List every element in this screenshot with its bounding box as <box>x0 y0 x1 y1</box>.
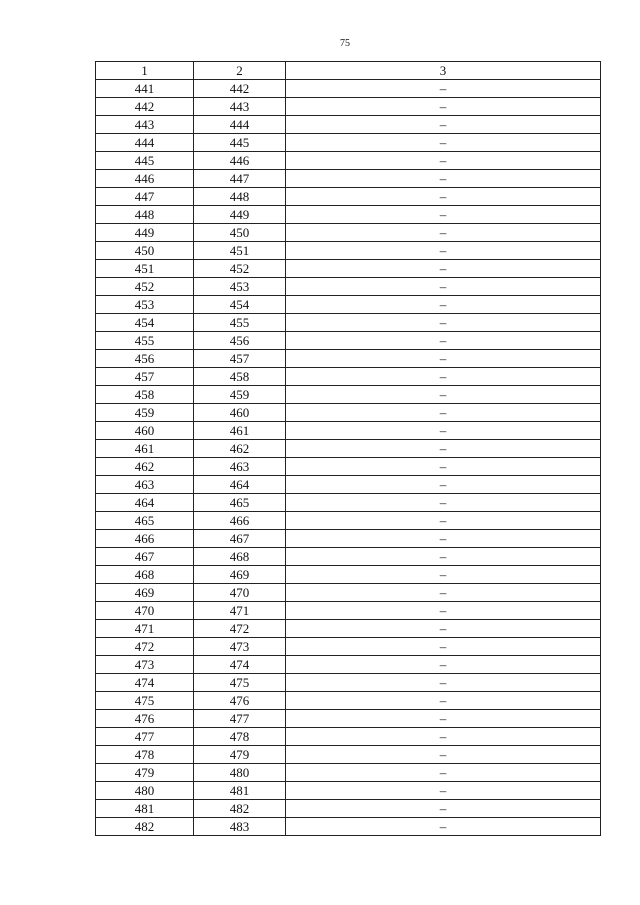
table-cell-col-1: 449 <box>96 224 194 242</box>
table-cell-col-1: 467 <box>96 548 194 566</box>
table-cell-col-2: 460 <box>194 404 286 422</box>
table-cell-col-2: 473 <box>194 638 286 656</box>
table-cell-col-3: – <box>286 620 601 638</box>
table-cell-col-3: – <box>286 278 601 296</box>
table-row <box>96 440 601 458</box>
table-cell-col-3: – <box>286 314 601 332</box>
table-cell-col-1: 469 <box>96 584 194 602</box>
table-cell-col-3: – <box>286 548 601 566</box>
table-cell-col-1: 452 <box>96 278 194 296</box>
table-cell-col-2: 475 <box>194 674 286 692</box>
table-cell-col-1: 462 <box>96 458 194 476</box>
table-cell-col-3: – <box>286 80 601 98</box>
table-cell-col-3: – <box>286 566 601 584</box>
table-cell-col-2: 463 <box>194 458 286 476</box>
table-cell-col-2: 452 <box>194 260 286 278</box>
table-row <box>96 710 601 728</box>
table-cell-col-3: – <box>286 296 601 314</box>
table-cell-col-2: 479 <box>194 746 286 764</box>
table-cell-col-1: 482 <box>96 818 194 836</box>
table-row <box>96 638 601 656</box>
table-row <box>96 152 601 170</box>
table-cell-col-1: 468 <box>96 566 194 584</box>
table-row <box>96 242 601 260</box>
table-cell-col-2: 465 <box>194 494 286 512</box>
table-cell-col-1: 476 <box>96 710 194 728</box>
table-cell-col-1: 459 <box>96 404 194 422</box>
table-row <box>96 206 601 224</box>
table-cell-col-1: 475 <box>96 692 194 710</box>
column-header-3: 3 <box>286 62 601 80</box>
table-cell-col-2: 468 <box>194 548 286 566</box>
table-cell-col-1: 472 <box>96 638 194 656</box>
table-row <box>96 458 601 476</box>
table-row <box>96 512 601 530</box>
table-cell-col-3: – <box>286 638 601 656</box>
table-cell-col-1: 481 <box>96 800 194 818</box>
table-row <box>96 782 601 800</box>
table-cell-col-1: 445 <box>96 152 194 170</box>
table-cell-col-3: – <box>286 152 601 170</box>
table-cell-col-2: 464 <box>194 476 286 494</box>
table-cell-col-2: 462 <box>194 440 286 458</box>
table-row <box>96 80 601 98</box>
table-cell-col-2: 470 <box>194 584 286 602</box>
table-cell-col-1: 479 <box>96 764 194 782</box>
table-row <box>96 656 601 674</box>
table-cell-col-3: – <box>286 674 601 692</box>
table-cell-col-3: – <box>286 818 601 836</box>
table-row <box>96 386 601 404</box>
table-cell-col-1: 455 <box>96 332 194 350</box>
table-cell-col-2: 444 <box>194 116 286 134</box>
table-cell-col-2: 445 <box>194 134 286 152</box>
table-row <box>96 728 601 746</box>
table-row <box>96 350 601 368</box>
table-row <box>96 278 601 296</box>
table-cell-col-1: 447 <box>96 188 194 206</box>
table-cell-col-3: – <box>286 692 601 710</box>
table-row <box>96 116 601 134</box>
table-cell-col-2: 471 <box>194 602 286 620</box>
table-row <box>96 260 601 278</box>
table-cell-col-1: 471 <box>96 620 194 638</box>
table-cell-col-1: 464 <box>96 494 194 512</box>
table-cell-col-1: 446 <box>96 170 194 188</box>
table-cell-col-3: – <box>286 494 601 512</box>
table-cell-col-1: 453 <box>96 296 194 314</box>
table-row <box>96 602 601 620</box>
data-table <box>95 61 601 836</box>
table-cell-col-3: – <box>286 260 601 278</box>
table-cell-col-3: – <box>286 656 601 674</box>
table-cell-col-2: 459 <box>194 386 286 404</box>
table-cell-col-3: – <box>286 530 601 548</box>
column-header-1: 1 <box>96 62 194 80</box>
table-cell-col-1: 458 <box>96 386 194 404</box>
table-cell-col-3: – <box>286 800 601 818</box>
table-cell-col-1: 466 <box>96 530 194 548</box>
table-cell-col-2: 483 <box>194 818 286 836</box>
header-row <box>96 62 601 80</box>
table-row <box>96 476 601 494</box>
table-cell-col-2: 476 <box>194 692 286 710</box>
table-cell-col-1: 451 <box>96 260 194 278</box>
table-cell-col-1: 480 <box>96 782 194 800</box>
table-row <box>96 764 601 782</box>
table-cell-col-1: 457 <box>96 368 194 386</box>
table-cell-col-3: – <box>286 404 601 422</box>
table-cell-col-3: – <box>286 422 601 440</box>
table-cell-col-1: 465 <box>96 512 194 530</box>
table-cell-col-1: 442 <box>96 98 194 116</box>
table-row <box>96 422 601 440</box>
table-row <box>96 494 601 512</box>
table-cell-col-3: – <box>286 602 601 620</box>
table-header <box>96 62 601 80</box>
table-row <box>96 692 601 710</box>
table-cell-col-2: 443 <box>194 98 286 116</box>
table-cell-col-1: 450 <box>96 242 194 260</box>
table-row <box>96 404 601 422</box>
table-cell-col-3: – <box>286 188 601 206</box>
table-row <box>96 620 601 638</box>
table-row <box>96 332 601 350</box>
table-cell-col-2: 453 <box>194 278 286 296</box>
table-cell-col-2: 469 <box>194 566 286 584</box>
table-cell-col-3: – <box>286 368 601 386</box>
table-cell-col-3: – <box>286 386 601 404</box>
table-cell-col-2: 467 <box>194 530 286 548</box>
table-row <box>96 674 601 692</box>
table-cell-col-3: – <box>286 98 601 116</box>
table-cell-col-3: – <box>286 584 601 602</box>
table-cell-col-3: – <box>286 350 601 368</box>
table-cell-col-1: 460 <box>96 422 194 440</box>
table-row <box>96 224 601 242</box>
table-row <box>96 566 601 584</box>
table-cell-col-2: 449 <box>194 206 286 224</box>
page-number: 75 <box>340 38 350 49</box>
table-cell-col-1: 461 <box>96 440 194 458</box>
table-cell-col-3: – <box>286 710 601 728</box>
table-row <box>96 170 601 188</box>
table-cell-col-2: 450 <box>194 224 286 242</box>
table-cell-col-3: – <box>286 134 601 152</box>
table-cell-col-3: – <box>286 764 601 782</box>
table-cell-col-3: – <box>286 458 601 476</box>
table-cell-col-2: 480 <box>194 764 286 782</box>
table-cell-col-3: – <box>286 116 601 134</box>
table-cell-col-2: 482 <box>194 800 286 818</box>
table-cell-col-2: 442 <box>194 80 286 98</box>
table-cell-col-1: 474 <box>96 674 194 692</box>
table-cell-col-2: 456 <box>194 332 286 350</box>
table-cell-col-2: 477 <box>194 710 286 728</box>
table-cell-col-2: 472 <box>194 620 286 638</box>
table-body <box>96 80 601 836</box>
table-cell-col-3: – <box>286 440 601 458</box>
table-cell-col-1: 477 <box>96 728 194 746</box>
table-cell-col-1: 473 <box>96 656 194 674</box>
table-row <box>96 368 601 386</box>
table-row <box>96 548 601 566</box>
table-row <box>96 530 601 548</box>
table-cell-col-2: 461 <box>194 422 286 440</box>
table-row <box>96 818 601 836</box>
table-cell-col-2: 446 <box>194 152 286 170</box>
table-cell-col-1: 456 <box>96 350 194 368</box>
table-row <box>96 314 601 332</box>
table-cell-col-3: – <box>286 242 601 260</box>
table-row <box>96 746 601 764</box>
table-cell-col-3: – <box>286 206 601 224</box>
table-cell-col-1: 441 <box>96 80 194 98</box>
table-cell-col-2: 454 <box>194 296 286 314</box>
table-cell-col-2: 448 <box>194 188 286 206</box>
table-cell-col-2: 447 <box>194 170 286 188</box>
table-cell-col-2: 466 <box>194 512 286 530</box>
table-row <box>96 800 601 818</box>
table-cell-col-1: 454 <box>96 314 194 332</box>
table-cell-col-1: 448 <box>96 206 194 224</box>
table-cell-col-1: 443 <box>96 116 194 134</box>
table-cell-col-2: 458 <box>194 368 286 386</box>
table-cell-col-1: 470 <box>96 602 194 620</box>
table-cell-col-2: 481 <box>194 782 286 800</box>
table-cell-col-1: 444 <box>96 134 194 152</box>
table-row <box>96 98 601 116</box>
table-row <box>96 296 601 314</box>
table-cell-col-2: 474 <box>194 656 286 674</box>
table-row <box>96 134 601 152</box>
table-cell-col-2: 478 <box>194 728 286 746</box>
table-row <box>96 584 601 602</box>
table-cell-col-3: – <box>286 476 601 494</box>
table-cell-col-3: – <box>286 512 601 530</box>
table-cell-col-2: 451 <box>194 242 286 260</box>
table-cell-col-2: 457 <box>194 350 286 368</box>
table-cell-col-3: – <box>286 728 601 746</box>
table-cell-col-3: – <box>286 746 601 764</box>
table-cell-col-2: 455 <box>194 314 286 332</box>
table-row <box>96 188 601 206</box>
table-cell-col-3: – <box>286 170 601 188</box>
table-cell-col-1: 478 <box>96 746 194 764</box>
column-header-2: 2 <box>194 62 286 80</box>
table-cell-col-3: – <box>286 782 601 800</box>
table-cell-col-1: 463 <box>96 476 194 494</box>
table-cell-col-3: – <box>286 332 601 350</box>
table-cell-col-3: – <box>286 224 601 242</box>
